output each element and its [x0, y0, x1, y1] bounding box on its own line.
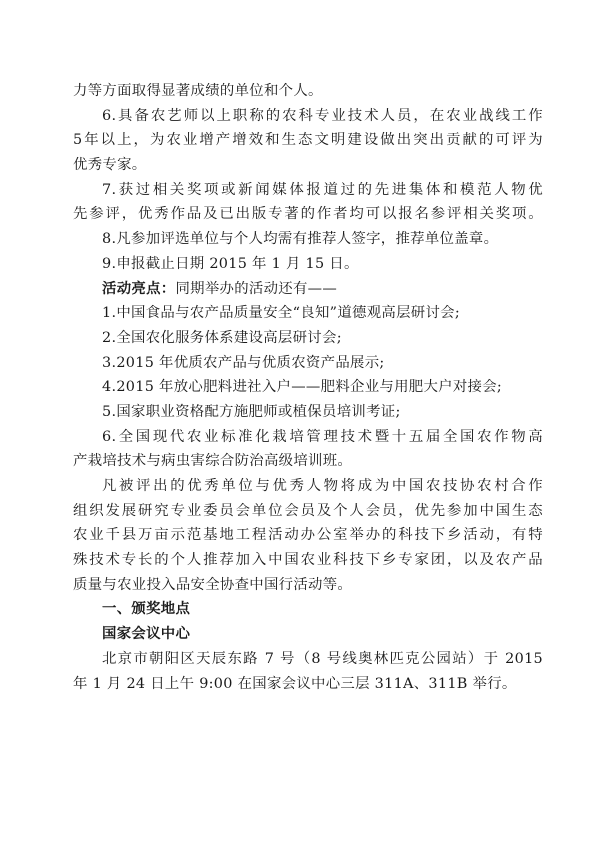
text-line	[73, 104, 543, 129]
text-line	[73, 227, 543, 252]
line-text: 国家会议中心	[102, 626, 191, 643]
text-line	[73, 647, 543, 672]
line-text: 农业千县万亩示范基地工程活动办公室举办的科技下乡活动，有特	[73, 527, 543, 544]
line-text: 一、颁奖地点	[102, 601, 191, 618]
text-line	[73, 449, 543, 474]
line-text: 1.中国食品与农产品质量安全“良知”道德观高层研讨会;	[102, 305, 460, 322]
line-text: 先参评，优秀作品及已出版专著的作者均可以报名参评相关奖项。	[73, 206, 543, 223]
text-line	[73, 548, 543, 573]
text-line	[73, 523, 543, 548]
text-line	[73, 326, 543, 351]
line-text: 力等方面取得显著成绩的单位和个人。	[73, 83, 323, 99]
text-line	[73, 672, 543, 697]
text-line	[73, 499, 543, 524]
text-line	[73, 277, 543, 302]
text-line	[73, 79, 543, 104]
section-heading	[73, 622, 543, 647]
line-text: 6.具备农艺师以上职称的农科专业技术人员，在农业战线工作	[102, 107, 543, 124]
text-line	[73, 153, 543, 178]
line-text: 9.申报截止日期 2015 年 1 月 15 日。	[102, 255, 359, 272]
line-text: 优秀专家。	[73, 157, 147, 174]
text-line	[73, 301, 543, 326]
line-text: 8.凡参加评选单位与个人均需有推荐人签字，推荐单位盖章。	[102, 231, 499, 248]
text-line	[73, 178, 543, 203]
line-text: 年 1 月 24 日上午 9:00 在国家会议中心三层 311A、311B 举行。	[73, 675, 517, 692]
line-text: 质量与农业投入品安全协查中国行活动等。	[73, 576, 353, 593]
line-text: 3.2015 年优质农产品与优质农资产品展示;	[102, 354, 385, 371]
line-text: 产栽培技术与病虫害综合防治高级培训班。	[73, 453, 353, 470]
document-body	[73, 79, 543, 696]
line-text: 组织发展研究专业委员会单位会员及个人会员，优先参加中国生态	[73, 502, 543, 519]
text-line	[73, 400, 543, 425]
line-text: 殊技术专长的个人推荐加入中国农业科技下乡专家团，以及农产品	[73, 552, 543, 569]
highlight-label: 活动亮点：	[102, 280, 176, 297]
line-text: 北京市朝阳区天辰东路 7 号（8 号线奥林匹克公园站）于 2015	[102, 650, 543, 667]
text-line	[73, 573, 543, 598]
line-text: 2.全国农化服务体系建设高层研讨会;	[102, 329, 342, 346]
text-line	[73, 375, 543, 400]
line-text: 6.全国现代农业标准化栽培管理技术暨十五届全国农作物高	[102, 428, 543, 445]
line-text: 7.获过相关奖项或新闻媒体报道过的先进集体和模范人物优	[102, 181, 543, 198]
text-line	[73, 351, 543, 376]
text-line	[73, 425, 543, 450]
text-line	[73, 128, 543, 153]
line-text: 凡被评出的优秀单位与优秀人物将成为中国农技协农村合作	[102, 478, 543, 494]
line-text: 5年以上，为农业增产增效和生态文明建设做出突出贡献的可评为	[73, 132, 543, 149]
line-text: 5.国家职业资格配方施肥师或植保员培训考证;	[102, 403, 401, 420]
text-line	[73, 474, 543, 499]
line-text: 4.2015 年放心肥料进社入户——肥料企业与用肥大户对接会;	[102, 379, 503, 396]
line-text: 同期举办的活动还有——	[175, 280, 338, 297]
section-heading	[73, 597, 543, 622]
text-line	[73, 252, 543, 277]
text-line	[73, 202, 543, 227]
